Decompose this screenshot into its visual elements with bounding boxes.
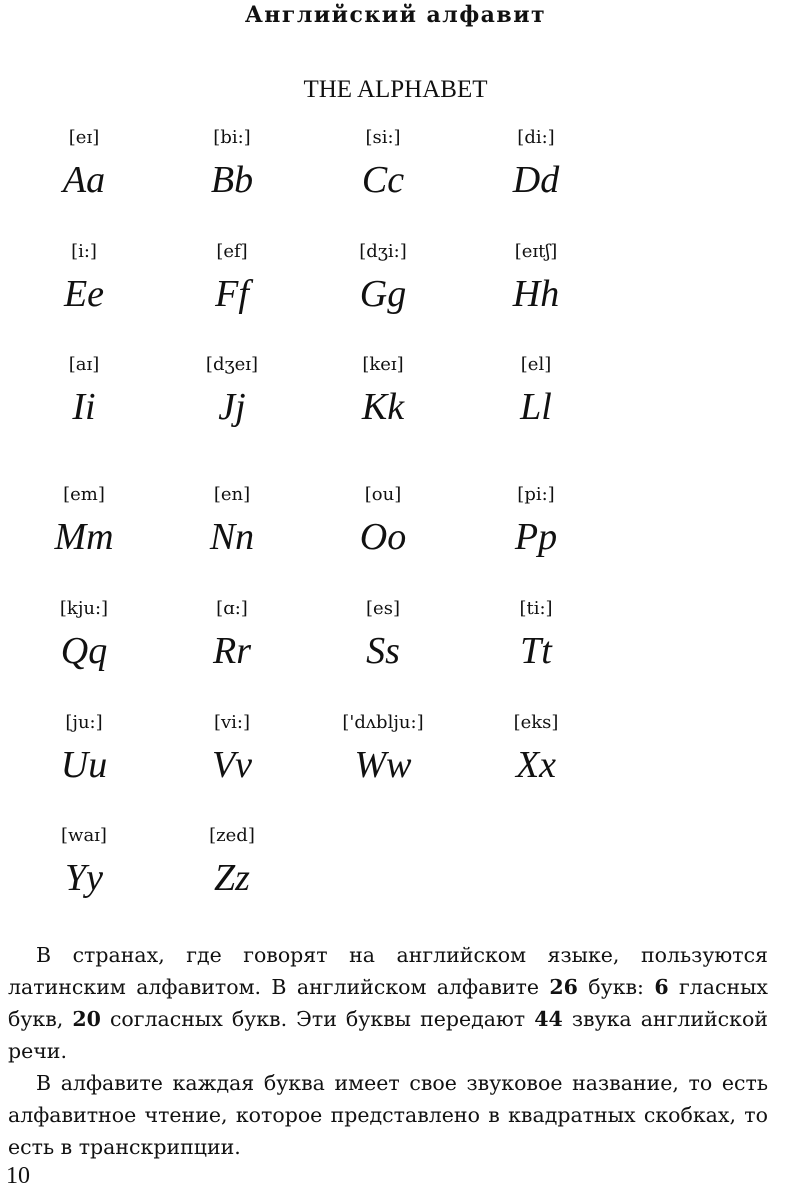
chapter-title: Английский алфавит xyxy=(244,2,547,28)
letter-glyph: Yy xyxy=(65,857,103,899)
transcription: [pi:] xyxy=(517,484,555,505)
transcription: [ɑ:] xyxy=(216,598,248,619)
letter-glyph: Qq xyxy=(60,630,108,672)
transcription: [aɪ] xyxy=(68,354,100,375)
body-text xyxy=(8,939,768,1163)
letter-glyph: Pp xyxy=(514,516,558,558)
transcription: [dʒeɪ] xyxy=(205,354,259,375)
letter-glyph: Zz xyxy=(214,857,250,899)
letter-glyph: Ss xyxy=(366,630,400,672)
text-run: гласных букв, xyxy=(8,975,768,1031)
letter-glyph: Vv xyxy=(211,744,253,786)
transcription: [bi:] xyxy=(213,127,251,148)
letter-glyph: Kk xyxy=(361,386,405,428)
vowel-count: 6 xyxy=(654,975,669,999)
letter-glyph: Ee xyxy=(63,273,105,315)
letter-glyph: Rr xyxy=(213,630,251,672)
text-run: звука английской речи. xyxy=(8,1007,768,1063)
letter-glyph: Uu xyxy=(60,744,108,786)
letter-glyph: Jj xyxy=(218,386,246,428)
text-run: согласных букв. Эти буквы передают xyxy=(100,1007,535,1031)
transcription: [eɪ] xyxy=(68,127,100,148)
section-title: THE ALPHABET xyxy=(303,76,488,103)
text-run: В странах, где говорят на английском языке, пользуются латинским алфавитом. В английском алфавите xyxy=(8,943,768,999)
transcription: [es] xyxy=(366,598,400,619)
transcription: [ti:] xyxy=(519,598,553,619)
transcription: [di:] xyxy=(517,127,555,148)
letter-glyph: Aa xyxy=(62,159,106,201)
sound-count: 44 xyxy=(534,1007,563,1031)
letter-glyph: Dd xyxy=(512,159,560,201)
transcription: [ou] xyxy=(364,484,402,505)
letter-glyph: Ll xyxy=(520,386,552,428)
transcription: [ef] xyxy=(216,241,248,262)
paragraph-2: В алфавите каждая буква имеет свое звуковое название, то есть алфавитное чтение, которое представлено в квадратных скобках, то есть в транскрипции. xyxy=(8,1071,768,1159)
letter-glyph: Xx xyxy=(515,744,557,786)
transcription: [el] xyxy=(520,354,552,375)
paragraph-1 xyxy=(8,939,768,1067)
transcription: [zed] xyxy=(209,825,255,846)
transcription: [eɪtʃ] xyxy=(514,241,558,262)
transcription: [keɪ] xyxy=(362,354,404,375)
letter-glyph: Ff xyxy=(215,273,249,315)
transcription: [dʒi:] xyxy=(359,241,407,262)
letter-glyph: Ii xyxy=(72,386,96,428)
transcription: [waɪ] xyxy=(61,825,107,846)
transcription: ['dʌblju:] xyxy=(342,712,424,733)
letter-glyph: Nn xyxy=(209,516,255,558)
letter-glyph: Cc xyxy=(361,159,405,201)
transcription: [vi:] xyxy=(213,712,251,733)
transcription: [i:] xyxy=(71,241,97,262)
transcription: [si:] xyxy=(365,127,401,148)
letter-glyph: Bb xyxy=(210,159,254,201)
letter-glyph: Oo xyxy=(359,516,407,558)
transcription: [em] xyxy=(63,484,105,505)
letter-glyph: Tt xyxy=(520,630,552,672)
transcription: [kju:] xyxy=(59,598,109,619)
letter-glyph: Mm xyxy=(54,516,114,558)
consonant-count: 20 xyxy=(72,1007,101,1031)
letter-glyph: Hh xyxy=(512,273,560,315)
transcription: [eks] xyxy=(513,712,559,733)
transcription: [en] xyxy=(213,484,251,505)
page-number: 10 xyxy=(6,1163,30,1189)
transcription: [ju:] xyxy=(65,712,103,733)
text-run: букв: xyxy=(577,975,655,999)
letter-count: 26 xyxy=(549,975,578,999)
letter-glyph: Ww xyxy=(354,744,412,786)
letter-glyph: Gg xyxy=(359,273,407,315)
